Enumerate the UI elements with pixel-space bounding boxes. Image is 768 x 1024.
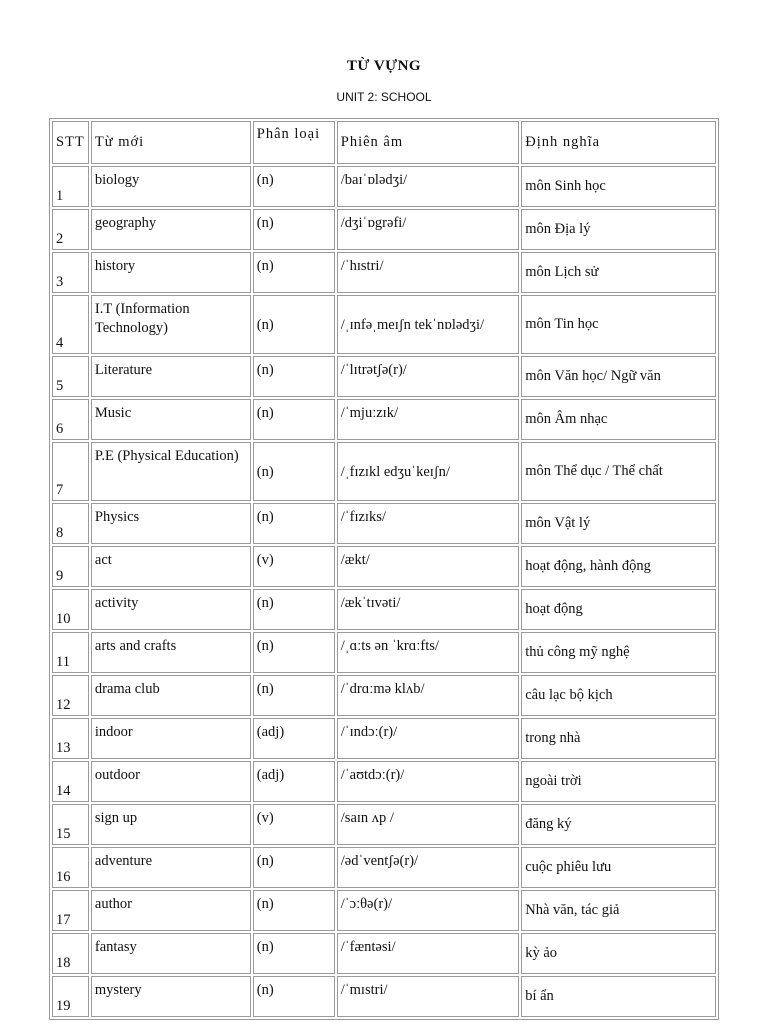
row-definition: Nhà văn, tác giả (521, 890, 716, 931)
row-type: (adj) (253, 718, 335, 759)
row-definition: câu lạc bộ kịch (521, 675, 716, 716)
row-number: 9 (52, 546, 89, 587)
row-number: 19 (52, 976, 89, 1017)
row-type: (n) (253, 589, 335, 630)
table-row (52, 503, 716, 544)
row-ipa: /ˈmjuːzɪk/ (337, 399, 519, 440)
header-definition: Định nghĩa (521, 121, 716, 164)
row-number: 6 (52, 399, 89, 440)
row-definition: hoạt động (521, 589, 716, 630)
row-definition: ngoài trời (521, 761, 716, 802)
row-word: indoor (91, 718, 251, 759)
row-number: 13 (52, 718, 89, 759)
header-type: Phân loại (253, 121, 335, 164)
row-ipa: /ˈmɪstri/ (337, 976, 519, 1017)
row-ipa: /ˈlɪtrətʃə(r)/ (337, 356, 519, 397)
row-type: (v) (253, 804, 335, 845)
row-ipa: /ækt/ (337, 546, 519, 587)
vocabulary-table (49, 118, 719, 1020)
row-number: 16 (52, 847, 89, 888)
row-ipa: /saɪn ʌp / (337, 804, 519, 845)
row-word: drama club (91, 675, 251, 716)
table-row (52, 589, 716, 630)
row-definition: môn Lịch sử (521, 252, 716, 293)
row-number: 8 (52, 503, 89, 544)
row-word: outdoor (91, 761, 251, 802)
row-word: act (91, 546, 251, 587)
row-ipa: /ˈdrɑːmə klʌb/ (337, 675, 519, 716)
row-type: (adj) (253, 761, 335, 802)
table-body (52, 166, 716, 1017)
row-number: 4 (52, 295, 89, 354)
row-number: 11 (52, 632, 89, 673)
row-type: (n) (253, 295, 335, 354)
table-row (52, 761, 716, 802)
row-type: (n) (253, 976, 335, 1017)
row-definition: hoạt động, hành động (521, 546, 716, 587)
table-row (52, 933, 716, 974)
table-row (52, 399, 716, 440)
row-word: sign up (91, 804, 251, 845)
row-ipa: /ˌɪnfəˌmeɪʃn tekˈnɒlədʒi/ (337, 295, 519, 354)
row-type: (n) (253, 933, 335, 974)
header-number: STT (52, 121, 89, 164)
row-type: (n) (253, 442, 335, 501)
document-title: TỪ VỰNG (346, 58, 422, 74)
row-word: adventure (91, 847, 251, 888)
row-definition: kỳ ảo (521, 933, 716, 974)
table-row (52, 442, 716, 501)
row-ipa: /ˈhɪstri/ (337, 252, 519, 293)
row-word: arts and crafts (91, 632, 251, 673)
table-row (52, 209, 716, 250)
row-word: author (91, 890, 251, 931)
table-row (52, 546, 716, 587)
row-number: 2 (52, 209, 89, 250)
row-number: 14 (52, 761, 89, 802)
row-number: 7 (52, 442, 89, 501)
row-ipa: /ˈfæntəsi/ (337, 933, 519, 974)
row-definition: đăng ký (521, 804, 716, 845)
row-type: (n) (253, 356, 335, 397)
row-ipa: /dʒiˈɒgrəfi/ (337, 209, 519, 250)
row-type: (n) (253, 209, 335, 250)
header-word: Từ mới (91, 121, 251, 164)
row-definition: bí ẩn (521, 976, 716, 1017)
table-header-row (52, 121, 716, 164)
row-number: 5 (52, 356, 89, 397)
row-definition: cuộc phiêu lưu (521, 847, 716, 888)
row-definition: môn Thể dục / Thể chất (521, 442, 716, 501)
row-word: mystery (91, 976, 251, 1017)
row-number: 15 (52, 804, 89, 845)
row-definition: trong nhà (521, 718, 716, 759)
row-definition: thủ công mỹ nghệ (521, 632, 716, 673)
table-row (52, 804, 716, 845)
row-definition: môn Địa lý (521, 209, 716, 250)
row-type: (n) (253, 503, 335, 544)
row-word: P.E (Physical Education) (91, 442, 251, 501)
table-row (52, 252, 716, 293)
row-word: history (91, 252, 251, 293)
row-word: activity (91, 589, 251, 630)
table-row (52, 166, 716, 207)
row-type: (n) (253, 632, 335, 673)
row-type: (n) (253, 890, 335, 931)
row-ipa: /ˈɪndɔː(r)/ (337, 718, 519, 759)
row-number: 18 (52, 933, 89, 974)
row-word: Physics (91, 503, 251, 544)
table-row (52, 890, 716, 931)
row-definition: môn Âm nhạc (521, 399, 716, 440)
row-ipa: /ˈaʊtdɔː(r)/ (337, 761, 519, 802)
table-row (52, 847, 716, 888)
row-ipa: /ədˈventʃə(r)/ (337, 847, 519, 888)
row-definition: môn Tin học (521, 295, 716, 354)
row-word: I.T (Information Technology) (91, 295, 251, 354)
row-definition: môn Sinh học (521, 166, 716, 207)
row-definition: môn Vật lý (521, 503, 716, 544)
row-word: Literature (91, 356, 251, 397)
table-row (52, 356, 716, 397)
row-ipa: /ˌɑːts ən ˈkrɑːfts/ (337, 632, 519, 673)
row-type: (v) (253, 546, 335, 587)
table-row (52, 632, 716, 673)
row-type: (n) (253, 847, 335, 888)
row-ipa: /ˈfɪzɪks/ (337, 503, 519, 544)
row-word: biology (91, 166, 251, 207)
row-number: 12 (52, 675, 89, 716)
row-number: 1 (52, 166, 89, 207)
row-type: (n) (253, 252, 335, 293)
table-row (52, 718, 716, 759)
row-ipa: /ˌfɪzɪkl edʒuˈkeɪʃn/ (337, 442, 519, 501)
row-number: 10 (52, 589, 89, 630)
row-word: fantasy (91, 933, 251, 974)
table-row (52, 295, 716, 354)
header-ipa: Phiên âm (337, 121, 519, 164)
row-ipa: /ækˈtɪvəti/ (337, 589, 519, 630)
table-row (52, 976, 716, 1017)
document-subtitle: UNIT 2: SCHOOL (336, 90, 432, 104)
row-type: (n) (253, 399, 335, 440)
row-type: (n) (253, 675, 335, 716)
row-number: 17 (52, 890, 89, 931)
row-definition: môn Văn học/ Ngữ văn (521, 356, 716, 397)
row-number: 3 (52, 252, 89, 293)
row-word: geography (91, 209, 251, 250)
table-row (52, 675, 716, 716)
row-ipa: /baɪˈɒlədʒi/ (337, 166, 519, 207)
row-word: Music (91, 399, 251, 440)
row-ipa: /ˈɔːθə(r)/ (337, 890, 519, 931)
row-type: (n) (253, 166, 335, 207)
